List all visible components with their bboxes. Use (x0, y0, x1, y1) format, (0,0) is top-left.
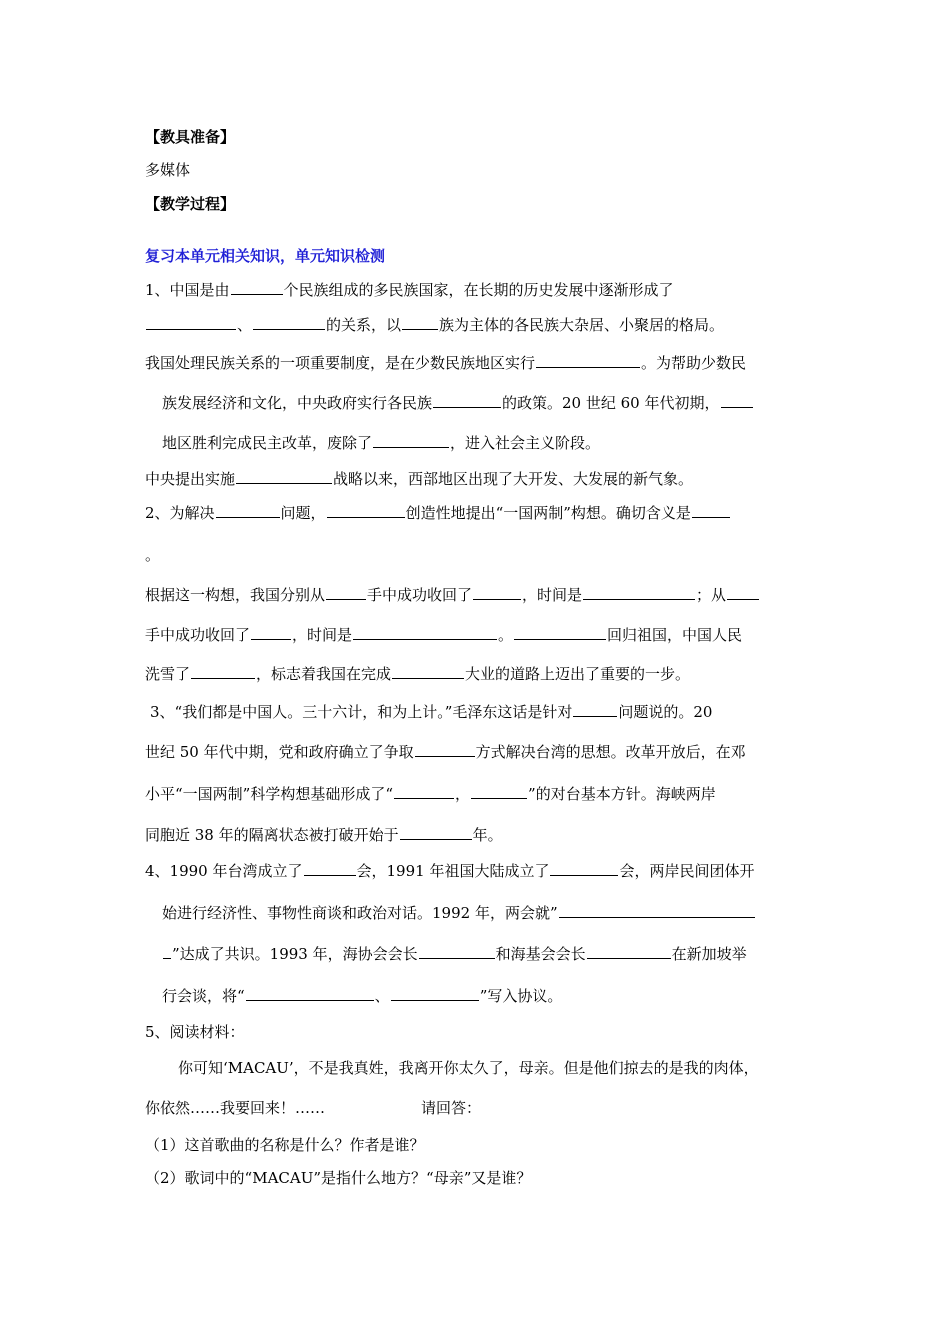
q4-text: 和海基会会长 (495, 945, 586, 963)
answer-blank[interactable] (550, 861, 618, 876)
q5-sub-question-2: （2）歌词中的“MACAU”是指什么地方？“母亲”又是谁？ (145, 1169, 532, 1187)
q4-line-1 (145, 861, 754, 881)
q1-text: 中央提出实施 (145, 470, 236, 488)
q2-line-1 (145, 503, 731, 523)
q1-line-6 (145, 469, 693, 489)
q1-line-3 (145, 353, 746, 373)
q1-line-4 (162, 393, 754, 413)
q2-text: 根据这一构想，我国分别从 (145, 586, 326, 604)
q1-text: 地区胜利完成民主改革，废除了 (162, 434, 373, 452)
q4-text: 始进行经济性、事物性商谈和政治对话。1992 年，两会就” (162, 904, 558, 922)
answer-blank[interactable] (216, 503, 280, 518)
q1-text: 个民族组成的多民族国家，在长期的历史发展中逐渐形成了 (283, 281, 674, 299)
q1-text: 的政策。20 世纪 60 年代初期， (502, 394, 720, 412)
q2-text: 2、为解决 (145, 504, 215, 522)
answer-blank[interactable] (692, 503, 730, 518)
q1-line-2 (145, 315, 724, 335)
answer-blank[interactable] (514, 625, 606, 640)
answer-blank[interactable] (392, 664, 464, 679)
q3-text: ”的对台基本方针。海峡两岸 (528, 785, 716, 803)
q3-text: ， (455, 785, 471, 803)
answer-blank[interactable] (583, 585, 695, 600)
q1-text: 战略以来，西部地区出现了大开发、大发展的新气象。 (333, 470, 694, 488)
q4-text: ”写入协议。 (479, 987, 563, 1005)
q4-text: 行会谈，将“ (162, 987, 245, 1005)
q3-text: 世纪 50 年代中期，党和政府确立了争取 (145, 743, 414, 761)
answer-blank[interactable] (721, 393, 753, 408)
q3-text: 小平“一国两制”科学构想基础形成了“ (145, 785, 394, 803)
q3-text: 问题说的。20 (618, 703, 713, 721)
q1-line-5 (162, 433, 600, 453)
answer-blank[interactable] (304, 861, 356, 876)
answer-blank[interactable] (471, 784, 527, 799)
q4-text: 4、1990 年台湾成立了 (145, 862, 303, 880)
answer-blank[interactable] (231, 280, 283, 295)
q2-text: ；从 (696, 586, 727, 604)
q2-text: 问题， (280, 504, 326, 522)
q2-text: ，时间是 (292, 626, 353, 644)
answer-blank[interactable] (573, 702, 617, 717)
answer-blank[interactable] (536, 353, 640, 368)
q1-text: 族发展经济和文化，中央政府实行各民族 (162, 394, 433, 412)
answer-blank[interactable] (246, 986, 374, 1001)
answer-blank[interactable] (191, 664, 255, 679)
answer-blank[interactable] (326, 585, 366, 600)
answer-blank[interactable] (251, 625, 291, 640)
q5-line-1: 5、阅读材料： (145, 1023, 245, 1041)
answer-blank[interactable] (353, 625, 497, 640)
q5-sub-question-1: （1）这首歌曲的名称是什么？作者是谁？ (145, 1136, 425, 1154)
q2-line-3 (145, 585, 760, 605)
q3-line-2 (145, 742, 746, 762)
q2-text: 回归祖国，中国人民 (607, 626, 743, 644)
answer-blank[interactable] (419, 944, 495, 959)
q2-text: 。 (498, 626, 514, 644)
q2-text: 手中成功收回了 (367, 586, 473, 604)
q4-text: ”达成了共识。1993 年，海协会会长 (172, 945, 418, 963)
tools-heading: 【教具准备】 (145, 128, 236, 146)
answer-blank[interactable] (400, 825, 472, 840)
q4-line-4 (162, 986, 562, 1006)
q2-text: 手中成功收回了 (145, 626, 251, 644)
q3-line-1 (150, 702, 712, 722)
q3-text: 方式解决台湾的思想。改革开放后，在邓 (475, 743, 746, 761)
process-heading: 【教学过程】 (145, 195, 236, 213)
q4-line-2 (162, 903, 756, 923)
answer-blank[interactable] (402, 315, 438, 330)
answer-blank[interactable] (253, 315, 325, 330)
q4-text: 、 (374, 987, 390, 1005)
q3-line-4 (145, 825, 503, 845)
q5-passage-line-1: 你可知‘MACAU’，不是我真姓，我离开你太久了，母亲。但是他们掠去的是我的肉体， (178, 1059, 759, 1077)
answer-blank[interactable] (394, 784, 454, 799)
q2-line-2: 。 (145, 546, 161, 564)
q2-text: 大业的道路上迈出了重要的一步。 (465, 665, 691, 683)
q5-text: 你依然……我要回来！…… (145, 1099, 326, 1117)
q1-text: 1、中国是由 (145, 281, 230, 299)
q1-text: 我国处理民族关系的一项重要制度，是在少数民族地区实行 (145, 354, 536, 372)
q1-line-1 (145, 280, 674, 300)
answer-blank[interactable] (236, 469, 332, 484)
q1-text: 、 (237, 316, 253, 334)
answer-blank[interactable] (146, 315, 236, 330)
q1-text: 的关系，以 (326, 316, 402, 334)
answer-blank[interactable] (433, 393, 501, 408)
q2-line-5 (145, 664, 690, 684)
q1-text: 族为主体的各民族大杂居、小聚居的格局。 (439, 316, 725, 334)
q4-line-3 (162, 944, 747, 964)
answer-blank[interactable] (473, 585, 521, 600)
answer-blank[interactable] (727, 585, 759, 600)
q2-text: ，时间是 (522, 586, 583, 604)
q5-passage-line-2 (145, 1098, 481, 1118)
q4-text: 会，1991 年祖国大陆成立了 (356, 862, 550, 880)
answer-blank[interactable] (373, 433, 449, 448)
answer-blank[interactable] (559, 903, 755, 918)
tools-body: 多媒体 (145, 161, 191, 179)
answer-blank[interactable] (163, 944, 171, 959)
q3-text: 同胞近 38 年的隔离状态被打破开始于 (145, 826, 399, 844)
review-title: 复习本单元相关知识，单元知识检测 (145, 247, 386, 265)
q2-line-4 (145, 625, 742, 645)
q1-text: ，进入社会主义阶段。 (450, 434, 601, 452)
q3-line-3 (145, 784, 716, 804)
q2-text: 洗雪了 (145, 665, 191, 683)
q3-text: 3、“我们都是中国人。三十六计，和为上计。”毛泽东这话是针对 (150, 703, 573, 721)
q4-text: 会，两岸民间团体开 (619, 862, 755, 880)
answer-blank[interactable] (587, 944, 671, 959)
q1-text: 。为帮助少数民 (641, 354, 747, 372)
answer-blank[interactable] (391, 986, 479, 1001)
q2-text: ，标志着我国在完成 (256, 665, 392, 683)
answer-blank[interactable] (327, 503, 405, 518)
q5-prompt: 请回答： (421, 1099, 482, 1117)
q2-text: 创造性地提出“一国两制”构想。确切含义是 (405, 504, 691, 522)
answer-blank[interactable] (415, 742, 475, 757)
q3-text: 年。 (472, 826, 503, 844)
q4-text: 在新加坡举 (671, 945, 747, 963)
